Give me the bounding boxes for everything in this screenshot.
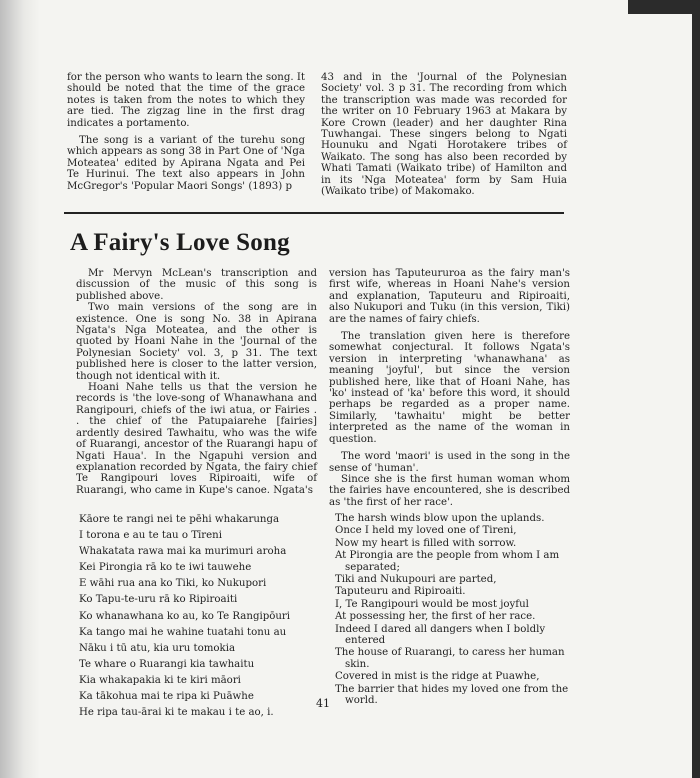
translation-line: Taputeuru and Ripiroaiti. <box>335 586 466 598</box>
maori-song-text <box>79 512 290 721</box>
article-left-paragraph: Hoani Nahe tells us that the version he records is 'the love-song of Whanawhana and Rangipouri, chiefs of the iwi atua, or Fairies . . the chief of the Patupaiarehe [fairies] ardently desired Tawhaitu, who was the wife of Ruarangi, ancestor of the Ruarangi hapu of Ngati Haua'. In the Ngapuhi version and explanation recorded by Ngata, the fairy chief Te Rangipouri loves Ripiroaiti, wife of Ruarangi, who came in Kupe's canoe. Ngata's <box>76 382 317 496</box>
article-left-paragraph: Two main versions of the song are in existence. One is song No. 38 in Apirana Ngata's Nga Moteatea, and the other is quoted by Hoani Nahe in the 'Journal of the Polynesian Society' vol. 3, p 31. The text published here is closer to the latter version, though not identical with it. <box>76 302 317 382</box>
maori-song-line: Te whare o Ruarangi kia tawhaitu <box>79 658 255 670</box>
translation-line: At possessing her, the first of her race. <box>335 611 536 623</box>
maori-song-line: I torona e au te tau o Tīreni <box>79 530 222 542</box>
translation-line: The barrier that hides my loved one from the world. <box>335 683 569 707</box>
top-right-column <box>321 72 567 203</box>
section-divider <box>64 212 564 214</box>
article-right-paragraph: The word 'maori' is used in the song in the sense of 'human'. <box>329 451 570 474</box>
maori-song-line: Nāku i tū atu, kia uru tomokia <box>79 642 236 654</box>
translation-line: The house of Ruarangi, to caress her human skin. <box>335 647 565 670</box>
translation-line: Indeed I dared all dangers when I boldly entered <box>335 623 546 647</box>
translation-line: The harsh winds blow upon the uplands. <box>335 513 545 524</box>
page-number: 41 <box>316 697 330 710</box>
top-left-paragraph: for the person who wants to learn the song. It should be noted that the time of the grace notes is taken from the notes to which they are tied. The zigzag line in the first drag indicates a portamento. <box>67 72 305 129</box>
maori-song-line: Kia whakapakia ki te kiri māori <box>79 674 241 686</box>
top-left-column <box>67 72 305 198</box>
maori-song-line: Kei Pirongia rā ko te iwi tauwehe <box>79 562 252 574</box>
maori-song-line: He ripa tau-ārai ki te makau i te ao, i. <box>79 707 274 719</box>
top-left-paragraph: The song is a variant of the turehu song which appears as song 38 in Part One of 'Nga Moteatea' edited by Apirana Ngata and Pei Te Hurinui. The text also appears in John McGregor's 'Popular Maori Songs' (1893) p <box>67 135 305 192</box>
maori-song-line: Ko Tapu-te-uru rā ko Ripiroaiti <box>79 594 238 606</box>
maori-song-line: Kāore te rangi nei te pēhi whakarunga <box>79 514 280 525</box>
translation-line: At Pirongia are the people from whom I am separated; <box>335 550 560 573</box>
article-right-column <box>329 268 570 514</box>
page-corner-dark <box>628 0 700 14</box>
english-translation <box>335 513 580 708</box>
translation-line: Once I held my loved one of Tireni, <box>335 525 517 537</box>
article-right-paragraph: The translation given here is therefore somewhat conjectural. It follows Ngata's version in interpreting 'whanawhana' as meaning 'joyful', but since the version published here, like that of Hoani Nahe, has 'ko' instead of 'ka' before this word, it should perhaps be regarded as a proper name. Similarly, 'tawhaitu' might be better interpreted as the name of the woman in question. <box>329 331 570 445</box>
page-gutter-shadow <box>0 0 40 778</box>
maori-song-line: E wāhi rua ana ko Tiki, ko Nukupori <box>79 578 267 590</box>
translation-line: I, Te Rangipouri would be most joyful <box>335 598 529 610</box>
maori-song-line: Ka tākohua mai te ripa ki Puāwhe <box>79 691 254 703</box>
article-left-paragraph: Mr Mervyn McLean's transcription and discussion of the music of this song is published above. <box>76 268 317 302</box>
article-left-column <box>76 268 317 496</box>
translation-line: Covered in mist is the ridge at Puawhe, <box>335 671 540 683</box>
translation-line: Tiki and Nukupouri are parted, <box>335 574 497 586</box>
article-title: A Fairy's Love Song <box>70 229 290 256</box>
maori-song-line: Ko whanawhana ko au, ko Te Rangipōuri <box>79 610 291 622</box>
maori-song-line: Whakatata rawa mai ka murimuri aroha <box>79 546 287 558</box>
article-right-paragraph: Since she is the first human woman whom the fairies have encountered, she is described as 'the first of her race'. <box>329 473 570 508</box>
article-right-paragraph: version has Taputeururoa as the fairy man's first wife, whereas in Hoani Nahe's version and explanation, Taputeuru and Ripiroaiti, also Nukupori and Tuku (in this version, Tiki) are the names of fairy chiefs. <box>329 268 570 325</box>
top-right-paragraph: 43 and in the 'Journal of the Polynesian Society' vol. 3 p 31. The recording from which the transcription was made was recorded for the writer on 10 February 1963 at Makara by Kore Crown (leader) and her daughter Rina Tuwhangai. These singers belong to Ngati Hounuku and Ngati Horotakere tribes of Waikato. The song has also been recorded by Whati Tamati (Waikato tribe) of Hamilton and in its 'Nga Moteatea' form by Sam Huia (Waikato tribe) of Makomako. <box>321 72 567 198</box>
translation-line: Now my heart is filled with sorrow. <box>335 537 517 549</box>
maori-song-line: Ka tango mai he wahine tuatahi tonu au <box>79 626 287 638</box>
